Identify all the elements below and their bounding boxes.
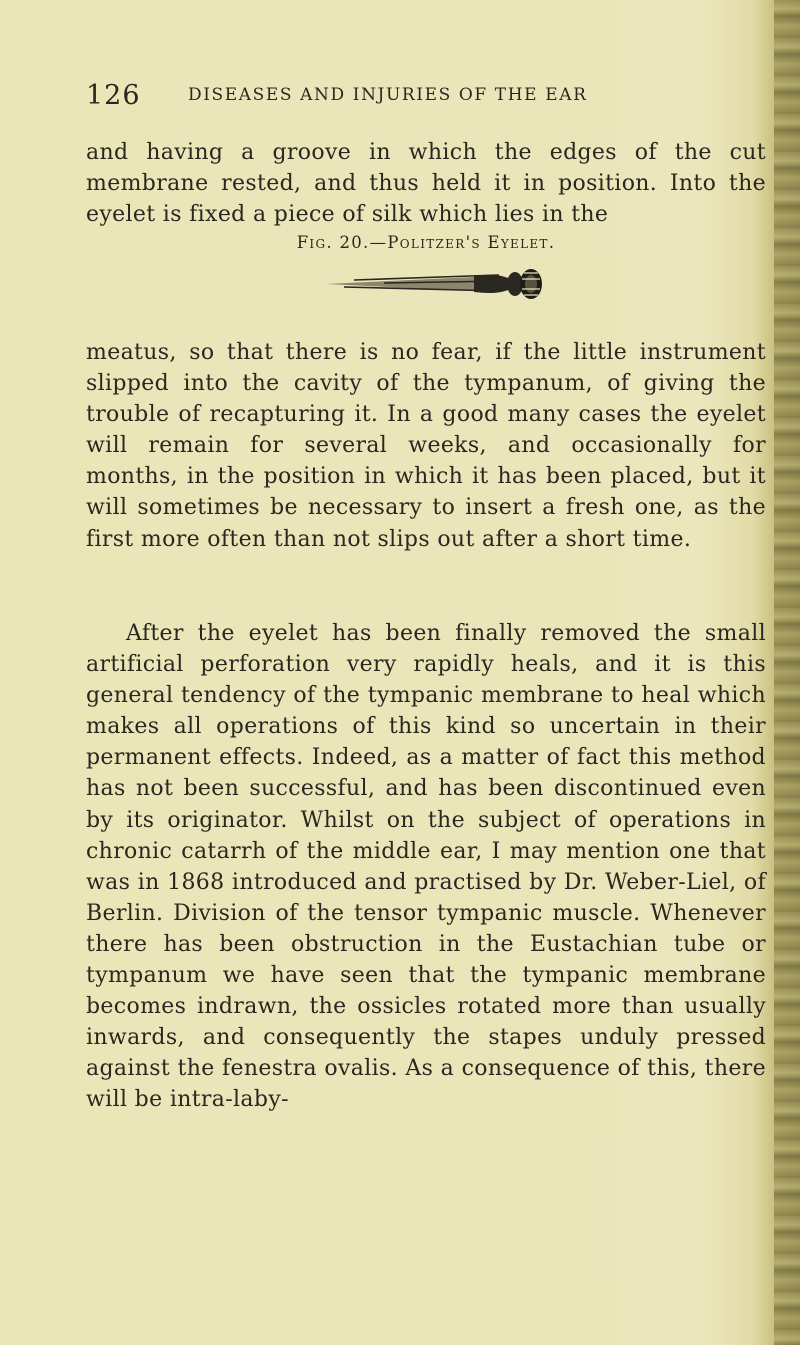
paragraph-1: and having a groove in which the edges of the cut membrane rested, and thus held it in position. Into the eyelet is fixed a piece of silk which lies in the [86, 140, 766, 228]
page-header [86, 80, 766, 116]
paragraph-3: After the eyelet has been finally removed the small artificial perforation very rapidly heals, and it is this general tendency of the tympanic membrane to heal which makes all operations of this kind so uncertain in their permanent effects. Indeed, as a matter of fact this method has not been successful, and has been discontinued even by its originator. Whilst on the subject of operations in chronic catarrh of the middle ear, I may mention one that was in 1868 introduced and practised by Dr. Weber-Liel, of Berlin. Division of the tensor tympanic muscle. Whenever there has been obstruction in the Eustachian tube or tympanum we have seen that the tympanic membrane becomes indrawn, the ossicles rotated more than usually inwards, and consequently the stapes unduly pressed against the fenestra ovalis. As a consequence of this, there will be intra-laby- [86, 621, 766, 1113]
running-title: DISEASES AND INJURIES OF THE EAR [188, 85, 588, 105]
page-edge-shadow [774, 0, 800, 1345]
paragraph-2: meatus, so that there is no fear, if the little instrument slipped into the cavity of the tympanum, of giving the trouble of recapturing it. In a good many cases the eyelet will remain for several weeks, and occasionally for months, in the position in which it has been placed, but it will sometimes be necessary to insert a fresh one, as the first more often than not slips out after a short time. [86, 340, 766, 552]
eyelet-illustration [324, 267, 554, 301]
figure-caption: Fig. 20.—Politzer's Eyelet. [296, 233, 556, 252]
page-number: 126 [86, 80, 141, 111]
